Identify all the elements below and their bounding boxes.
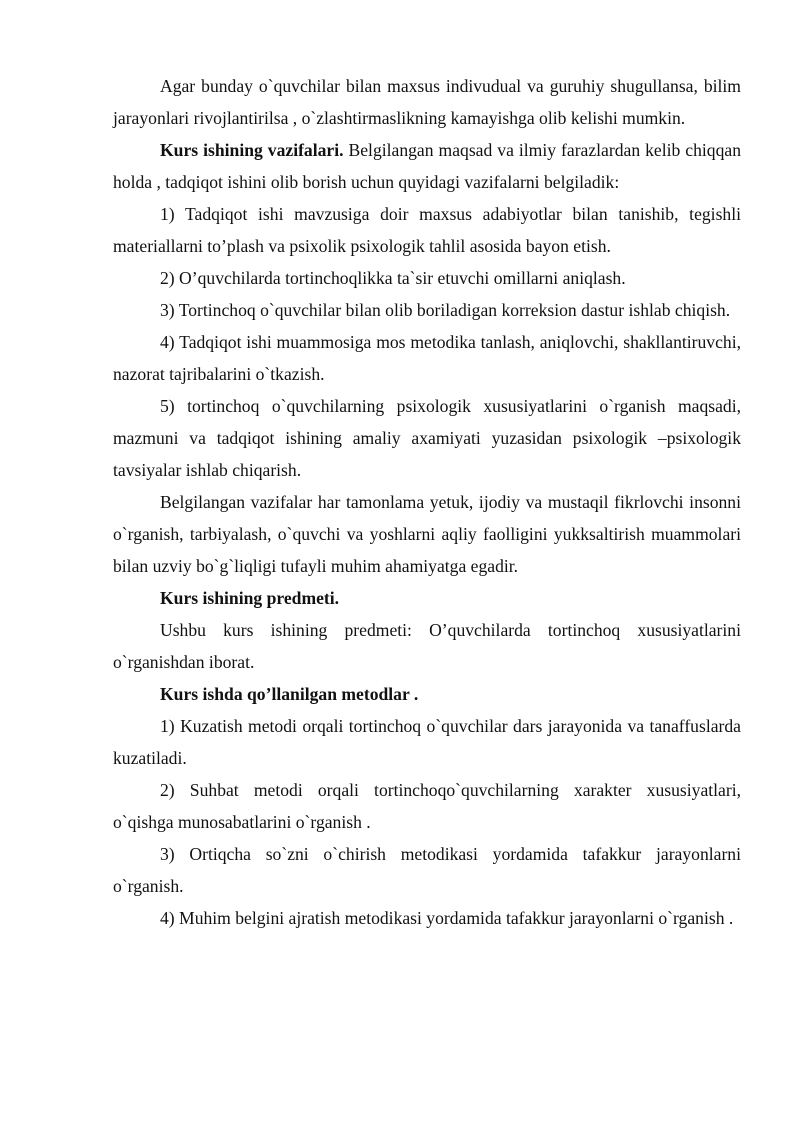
paragraph-methods-heading (113, 678, 741, 710)
paragraph-text: Ushbu kurs ishining predmeti: O’quvchilarda tortinchoq xususiyatlarini o`rganishdan iborat. (113, 620, 741, 672)
paragraph-text: 4) Muhim belgini ajratish metodikasi yordamida tafakkur jarayonlarni o`rganish . (160, 908, 734, 928)
paragraph-text: 1) Kuzatish metodi orqali tortinchoq o`quvchilar dars jarayonida va tanaffuslarda kuzatiladi. (113, 716, 741, 768)
list-item (113, 902, 741, 934)
section-heading: Kurs ishining predmeti. (160, 588, 340, 608)
list-item (113, 198, 741, 262)
paragraph-text: 2) O’quvchilarda tortinchoqlikka ta`sir etuvchi omillarni aniqlash. (160, 268, 626, 288)
paragraph-text: 1) Tadqiqot ishi mavzusiga doir maxsus adabiyotlar bilan tanishib, tegishli materiallarni to’plash va psixolik psixologik tahlil asosida bayon etish. (113, 204, 741, 256)
document-page (113, 70, 741, 934)
paragraph-text: Belgilangan maqsad va ilmiy farazlardan kelib chiqqan holda , tadqiqot ishini olib borish uchun quyidagi vazifalarni belgiladik: (113, 140, 741, 192)
section-heading: Kurs ishda qo’llanilgan metodlar . (160, 684, 419, 704)
list-item (113, 294, 741, 326)
paragraph-text: 4) Tadqiqot ishi muammosiga mos metodika tanlash, aniqlovchi, shakllantiruvchi, nazorat tajribalarini o`tkazish. (113, 332, 741, 384)
section-heading: Kurs ishining vazifalari. (160, 140, 344, 160)
paragraph-intro (113, 70, 741, 134)
paragraph-subject-heading (113, 582, 741, 614)
paragraph-tasks (113, 134, 741, 198)
list-item (113, 774, 741, 838)
list-item (113, 390, 741, 486)
paragraph-text: 5) tortinchoq o`quvchilarning psixologik xususiyatlarini o`rganish maqsadi, mazmuni va tadqiqot ishining amaliy axamiyati yuzasidan psixologik –psixologik tavsiyalar ishlab chiqarish. (113, 396, 741, 480)
list-item (113, 262, 741, 294)
list-item (113, 326, 741, 390)
paragraph-body (113, 614, 741, 678)
paragraph-text: Belgilangan vazifalar har tamonlama yetuk, ijodiy va mustaqil fikrlovchi insonni o`rganish, tarbiyalash, o`quvchi va yoshlarni aqliy faolligini yukksaltirish muammolari bilan uzviy bo`g`liqligi tufayli muhim ahamiyatga egadir. (113, 492, 741, 576)
paragraph-text: 2) Suhbat metodi orqali tortinchoqo`quvchilarning xarakter xususiyatlari, o`qishga munosabatlarini o`rganish . (113, 780, 741, 832)
list-item (113, 838, 741, 902)
paragraph-body (113, 486, 741, 582)
paragraph-text: 3) Ortiqcha so`zni o`chirish metodikasi yordamida tafakkur jarayonlarni o`rganish. (113, 844, 741, 896)
paragraph-text: Agar bunday o`quvchilar bilan maxsus indivudual va guruhiy shugullansa, bilim jarayonlari rivojlantirilsa , o`zlashtirmaslikning kamayishga olib kelishi mumkin. (113, 76, 741, 128)
list-item (113, 710, 741, 774)
paragraph-text: 3) Tortinchoq o`quvchilar bilan olib boriladigan korreksion dastur ishlab chiqish. (160, 300, 731, 320)
